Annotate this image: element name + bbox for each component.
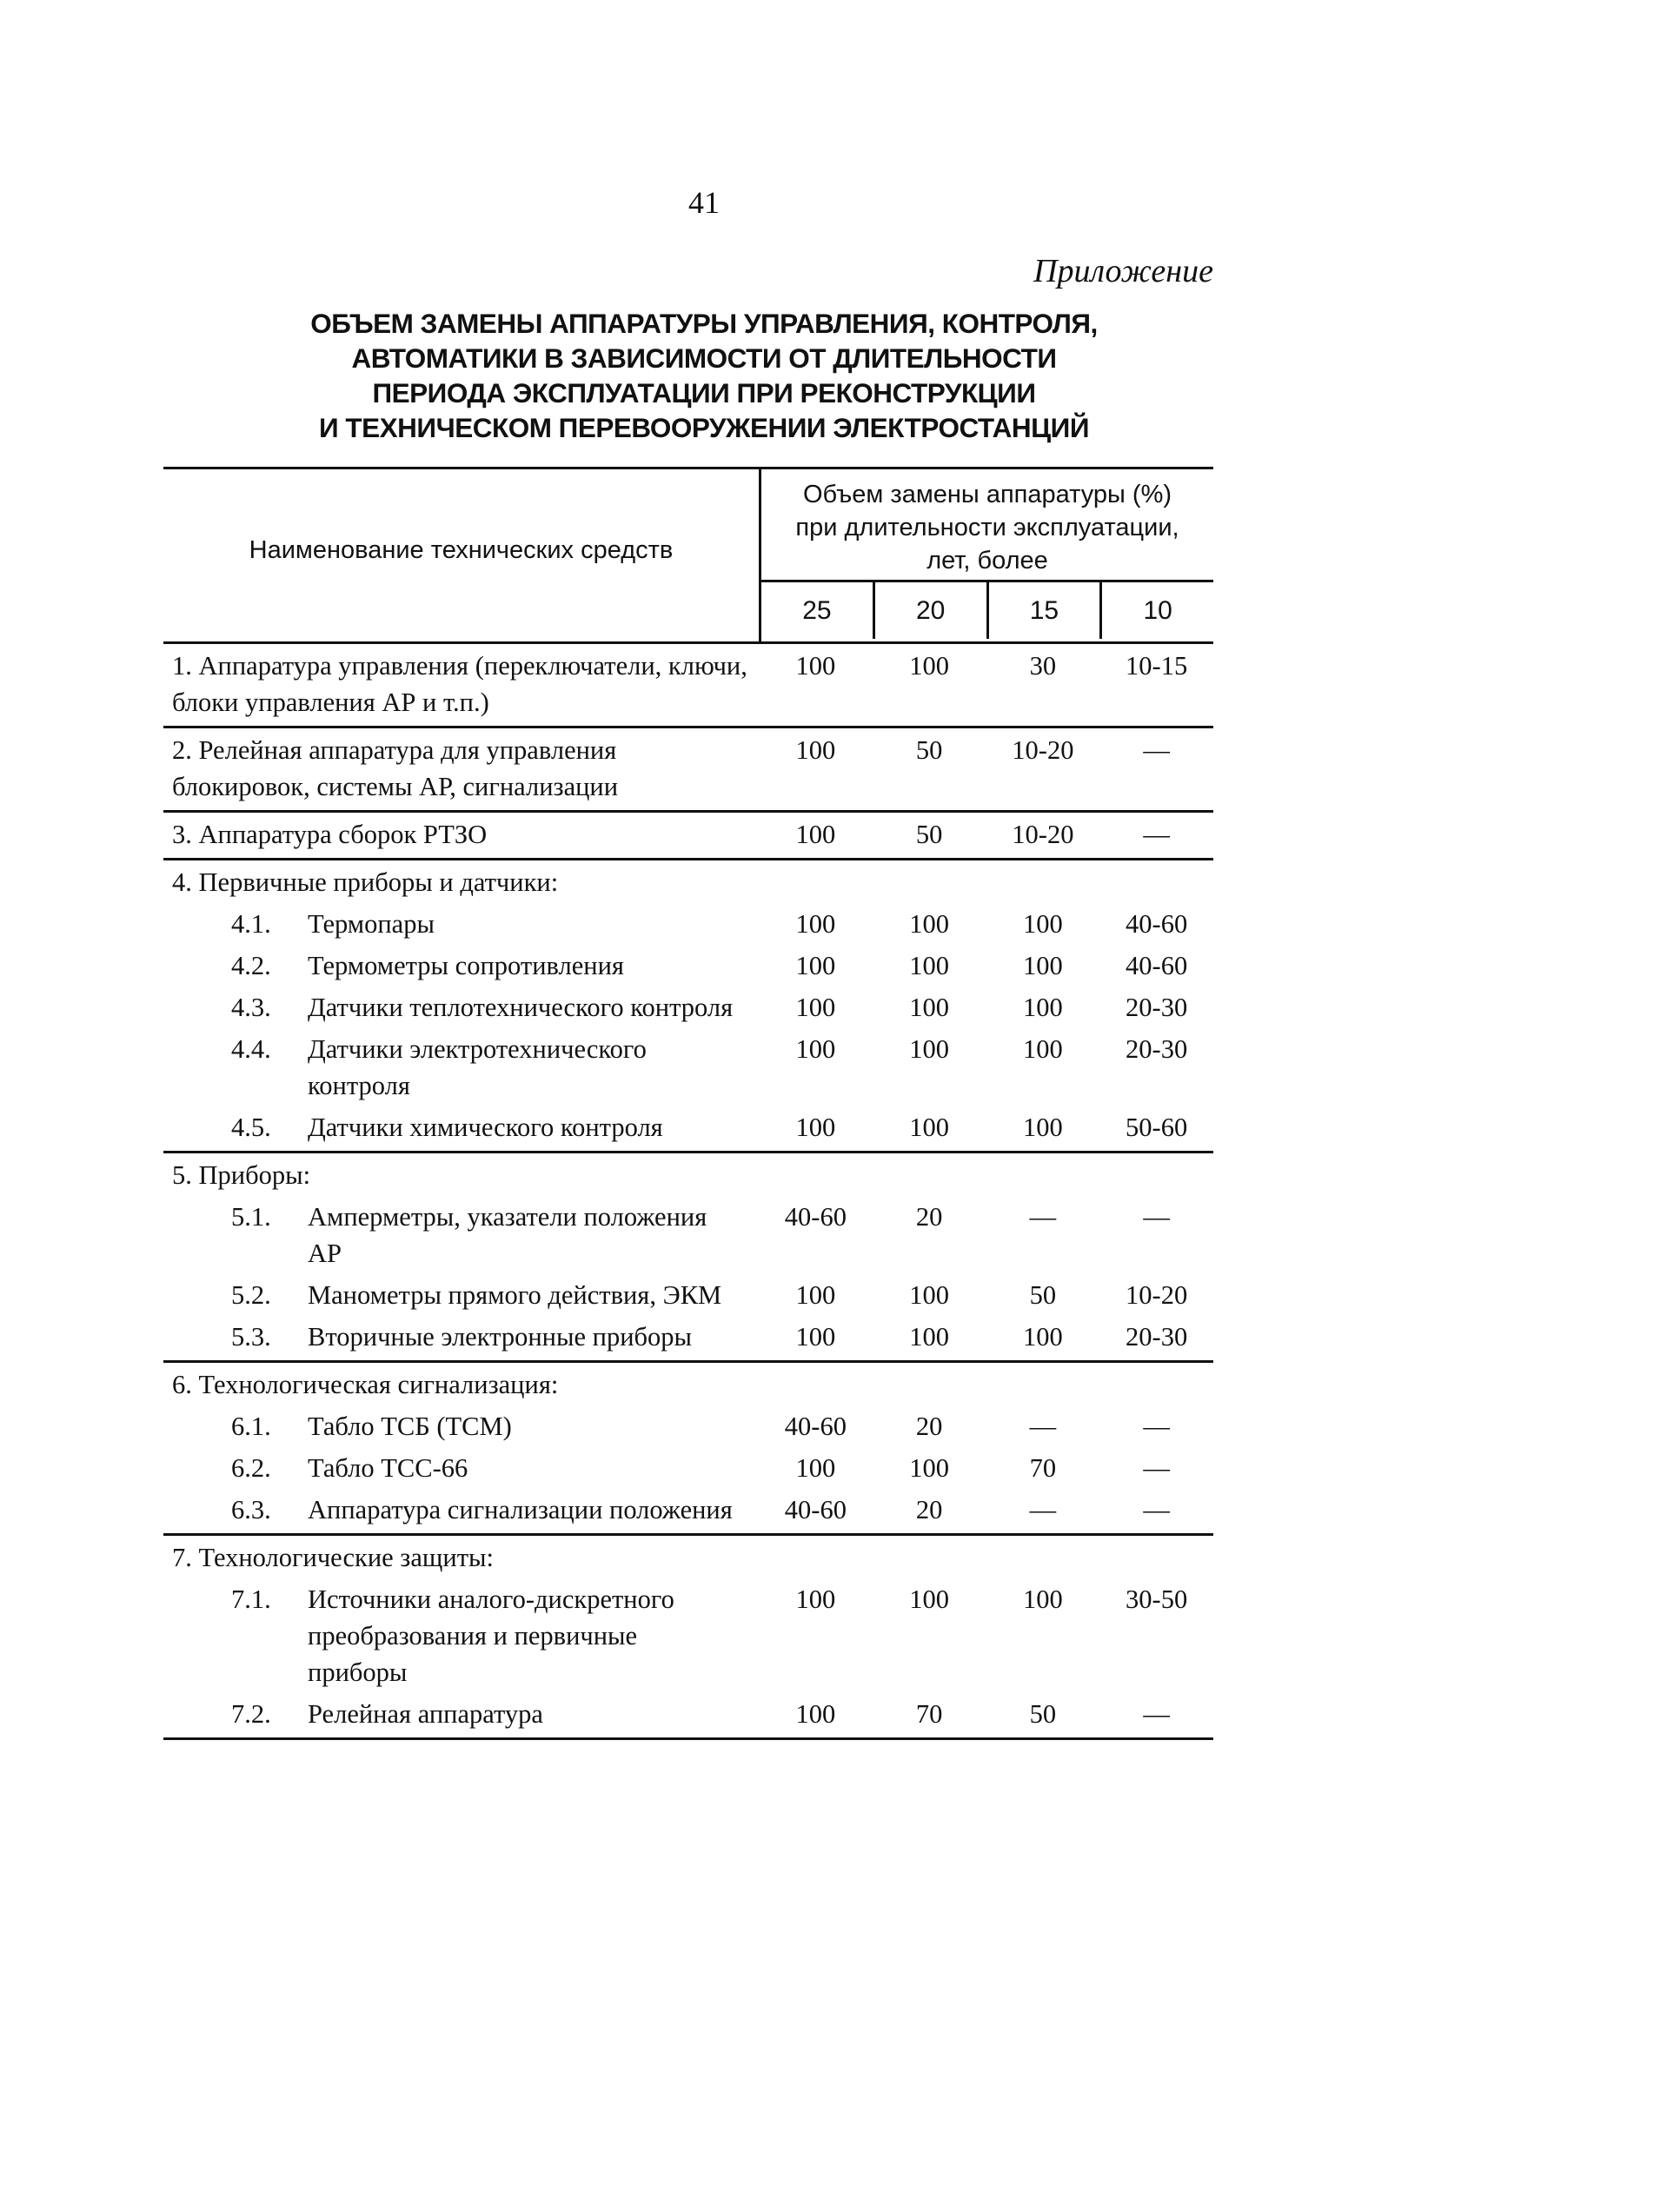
row-values [759, 906, 1213, 942]
row-label: Датчики электротехнического контроля [308, 1034, 647, 1100]
table-row [163, 732, 1213, 805]
value-cell: — [1029, 1495, 1057, 1524]
value-cell: 100 [795, 951, 836, 980]
value-cell: 100 [795, 1113, 836, 1142]
row-label: Датчики химического контроля [308, 1113, 663, 1142]
table-row [163, 864, 1213, 900]
table-row [163, 648, 1213, 721]
row-number: 4.2. [231, 951, 271, 980]
value-cell: 40-60 [784, 1202, 847, 1232]
header-years [761, 582, 1213, 639]
table-section [163, 644, 1213, 728]
value-cell [873, 864, 986, 900]
table-section [163, 728, 1213, 813]
row-name [163, 1109, 759, 1146]
value-cell [1099, 1157, 1213, 1193]
value-cell: 100 [909, 1113, 949, 1142]
row-name [163, 906, 759, 942]
table-row [163, 1109, 1213, 1146]
value-cell [873, 1157, 986, 1193]
value-cell: — [1143, 1202, 1170, 1232]
row-label: Табло ТСБ (ТСМ) [308, 1412, 512, 1441]
row-values [759, 1109, 1213, 1146]
table-section [163, 1153, 1213, 1363]
table-row [163, 1581, 1213, 1691]
row-values [759, 1199, 1213, 1272]
value-cell: 10-15 [1126, 651, 1188, 681]
row-name [163, 1199, 759, 1272]
row-number: 7.2. [231, 1699, 271, 1729]
row-label: Манометры прямого действия, ЭКМ [308, 1280, 722, 1310]
row-label: Амперметры, указатели положения АР [308, 1202, 707, 1268]
row-number: 4.4. [231, 1034, 271, 1064]
value-cell [1099, 864, 1213, 900]
table-row [163, 989, 1213, 1026]
value-cell: 20-30 [1126, 1034, 1188, 1064]
title-line: ОБЪЕМ ЗАМЕНЫ АППАРАТУРЫ УПРАВЛЕНИЯ, КОНТРОЛЯ, [310, 308, 1098, 339]
value-cell: 100 [1023, 1322, 1063, 1352]
value-cell: 40-60 [784, 1495, 847, 1524]
value-cell [873, 1366, 986, 1403]
value-cell: 100 [1023, 1034, 1063, 1064]
value-cell: 100 [795, 1322, 836, 1352]
value-cell: 100 [909, 951, 949, 980]
row-values [759, 1277, 1213, 1313]
table-row [163, 1366, 1213, 1403]
value-cell: 10-20 [1126, 1280, 1188, 1310]
value-cell: — [1143, 1453, 1170, 1483]
row-values [759, 732, 1213, 805]
row-values [759, 1031, 1213, 1104]
value-cell [873, 1539, 986, 1576]
table-row [163, 1277, 1213, 1313]
page-number: 41 [688, 185, 720, 220]
value-cell: 100 [1023, 1584, 1063, 1614]
table-row [163, 1199, 1213, 1272]
row-number: 4.5. [231, 1113, 271, 1142]
value-cell: 50 [915, 735, 943, 765]
row-values [759, 989, 1213, 1026]
row-values [759, 1696, 1213, 1732]
row-name [163, 1581, 759, 1691]
header-group [759, 469, 1213, 641]
header-group-line: лет, более [926, 547, 1048, 575]
value-cell: 40-60 [1126, 909, 1188, 939]
value-cell: 100 [795, 1584, 836, 1614]
value-cell: 100 [909, 1322, 949, 1352]
row-label: 6. Технологическая сигнализация: [172, 1370, 559, 1399]
row-values [759, 1408, 1213, 1445]
row-number: 5.1. [231, 1202, 271, 1232]
value-cell: 20 [915, 1202, 943, 1232]
replacement-table [163, 467, 1213, 1740]
value-cell [986, 864, 1100, 900]
row-name [163, 1408, 759, 1445]
value-cell: 20 [915, 1412, 943, 1441]
table-header [163, 467, 1213, 644]
value-cell [1099, 1366, 1213, 1403]
value-cell: 40-60 [1126, 951, 1188, 980]
year-column-header: 10 [1143, 595, 1172, 625]
value-cell: 50-60 [1126, 1113, 1188, 1142]
value-cell: 20-30 [1126, 993, 1188, 1022]
table-section [163, 1363, 1213, 1536]
value-cell: — [1143, 1495, 1170, 1524]
table-row [163, 1696, 1213, 1732]
row-label: Источники аналого-дискретного преобразования и первичные приборы [308, 1584, 674, 1687]
table-row [163, 1157, 1213, 1193]
value-cell: 100 [909, 1034, 949, 1064]
row-label: Термометры сопротивления [308, 951, 624, 980]
row-values [759, 1539, 1213, 1576]
document-title [226, 306, 1182, 445]
value-cell: 50 [1029, 1280, 1057, 1310]
value-cell: 100 [795, 820, 836, 849]
value-cell [759, 1539, 873, 1576]
value-cell [986, 1157, 1100, 1193]
value-cell: 50 [915, 820, 943, 849]
value-cell: 100 [909, 909, 949, 939]
value-cell: 100 [1023, 951, 1063, 980]
row-values [759, 1581, 1213, 1691]
value-cell: — [1143, 1412, 1170, 1441]
value-cell [759, 864, 873, 900]
row-number: 7.1. [231, 1584, 271, 1614]
value-cell: 50 [1029, 1699, 1057, 1729]
value-cell: 100 [909, 1584, 949, 1614]
table-row [163, 1408, 1213, 1445]
table-body [163, 644, 1213, 1740]
row-name [163, 1277, 759, 1313]
row-number: 6.3. [231, 1495, 271, 1524]
table-section [163, 1536, 1213, 1740]
value-cell: — [1029, 1202, 1057, 1232]
value-cell: 100 [795, 1280, 836, 1310]
row-name [163, 1031, 759, 1104]
table-row [163, 906, 1213, 942]
row-label: 7. Технологические защиты: [172, 1543, 494, 1572]
value-cell: — [1143, 735, 1170, 765]
year-column-header: 15 [989, 582, 1103, 639]
row-label: Аппаратура сигнализации положения [308, 1495, 733, 1524]
value-cell: — [1143, 820, 1170, 849]
value-cell: 30 [1029, 651, 1057, 681]
value-cell: 100 [795, 1034, 836, 1064]
header-group-title [761, 469, 1213, 582]
row-number: 4.1. [231, 909, 271, 939]
row-number: 4.3. [231, 993, 271, 1022]
row-number: 5.2. [231, 1280, 271, 1310]
row-values [759, 1450, 1213, 1486]
value-cell: 100 [909, 651, 949, 681]
header-group-line: Объем замены аппаратуры (%) [802, 481, 1172, 508]
row-values [759, 1491, 1213, 1528]
row-label: 2. Релейная аппаратура для управления блокировок, системы АР, сигнализации [172, 735, 619, 801]
value-cell: 100 [795, 1699, 836, 1729]
row-name [163, 1319, 759, 1355]
row-label: 3. Аппаратура сборок РТЗО [172, 820, 488, 849]
row-label: Табло ТСС-66 [308, 1453, 468, 1483]
row-values [759, 864, 1213, 900]
row-name [163, 947, 759, 984]
value-cell: 100 [1023, 1113, 1063, 1142]
row-name [163, 1491, 759, 1528]
value-cell: 100 [795, 909, 836, 939]
row-label: 1. Аппаратура управления (переключатели, ключи, блоки управления АР и т.п.) [172, 651, 747, 717]
title-line: ПЕРИОДА ЭКСПЛУАТАЦИИ ПРИ РЕКОНСТРУКЦИИ [372, 377, 1036, 409]
year-column-header: 25 [761, 582, 875, 639]
row-number: 6.1. [231, 1412, 271, 1441]
header-group-line: при длительности эксплуатации, [795, 514, 1179, 541]
appendix-label: Приложение [1033, 253, 1213, 289]
title-line: И ТЕХНИЧЕСКОМ ПЕРЕВООРУЖЕНИИ ЭЛЕКТРОСТАНЦИЙ [319, 412, 1089, 443]
value-cell: 100 [1023, 909, 1063, 939]
row-values [759, 947, 1213, 984]
table-section [163, 860, 1213, 1153]
row-label: 5. Приборы: [172, 1160, 311, 1190]
row-label: 4. Первичные приборы и датчики: [172, 867, 559, 897]
table-section [163, 813, 1213, 860]
value-cell: — [1143, 1699, 1170, 1729]
table-row [163, 816, 1213, 853]
value-cell: 70 [915, 1699, 943, 1729]
row-number: 5.3. [231, 1322, 271, 1352]
value-cell: 100 [795, 1453, 836, 1483]
value-cell [1099, 1539, 1213, 1576]
row-number: 6.2. [231, 1453, 271, 1483]
row-name [163, 1696, 759, 1732]
table-row [163, 1491, 1213, 1528]
row-values [759, 648, 1213, 721]
value-cell [986, 1539, 1100, 1576]
value-cell: 20-30 [1126, 1322, 1188, 1352]
value-cell: 100 [795, 735, 836, 765]
row-label: Датчики теплотехнического контроля [308, 993, 734, 1022]
row-values [759, 1319, 1213, 1355]
row-name [163, 989, 759, 1026]
value-cell: 10-20 [1012, 820, 1074, 849]
row-label: Релейная аппаратура [308, 1699, 543, 1729]
year-column-header: 20 [875, 582, 989, 639]
row-values [759, 1366, 1213, 1403]
row-label: Термопары [308, 909, 435, 939]
value-cell: — [1029, 1412, 1057, 1441]
value-cell: 10-20 [1012, 735, 1074, 765]
value-cell: 100 [909, 1280, 949, 1310]
row-name [163, 1450, 759, 1486]
row-label: Вторичные электронные приборы [308, 1322, 693, 1352]
title-line: АВТОМАТИКИ В ЗАВИСИМОСТИ ОТ ДЛИТЕЛЬНОСТИ [351, 342, 1057, 374]
header-name: Наименование технических средств [249, 535, 674, 564]
value-cell: 30-50 [1126, 1584, 1188, 1614]
value-cell: 100 [795, 651, 836, 681]
value-cell: 100 [1023, 993, 1063, 1022]
value-cell: 100 [795, 993, 836, 1022]
value-cell: 20 [915, 1495, 943, 1524]
table-row [163, 947, 1213, 984]
value-cell [759, 1366, 873, 1403]
value-cell: 70 [1029, 1453, 1057, 1483]
table-row [163, 1450, 1213, 1486]
value-cell: 40-60 [784, 1412, 847, 1441]
value-cell: 100 [909, 993, 949, 1022]
row-values [759, 1157, 1213, 1193]
table-row [163, 1539, 1213, 1576]
value-cell: 100 [909, 1453, 949, 1483]
row-values [759, 816, 1213, 853]
table-row [163, 1031, 1213, 1104]
value-cell [759, 1157, 873, 1193]
value-cell [986, 1366, 1100, 1403]
table-row [163, 1319, 1213, 1355]
